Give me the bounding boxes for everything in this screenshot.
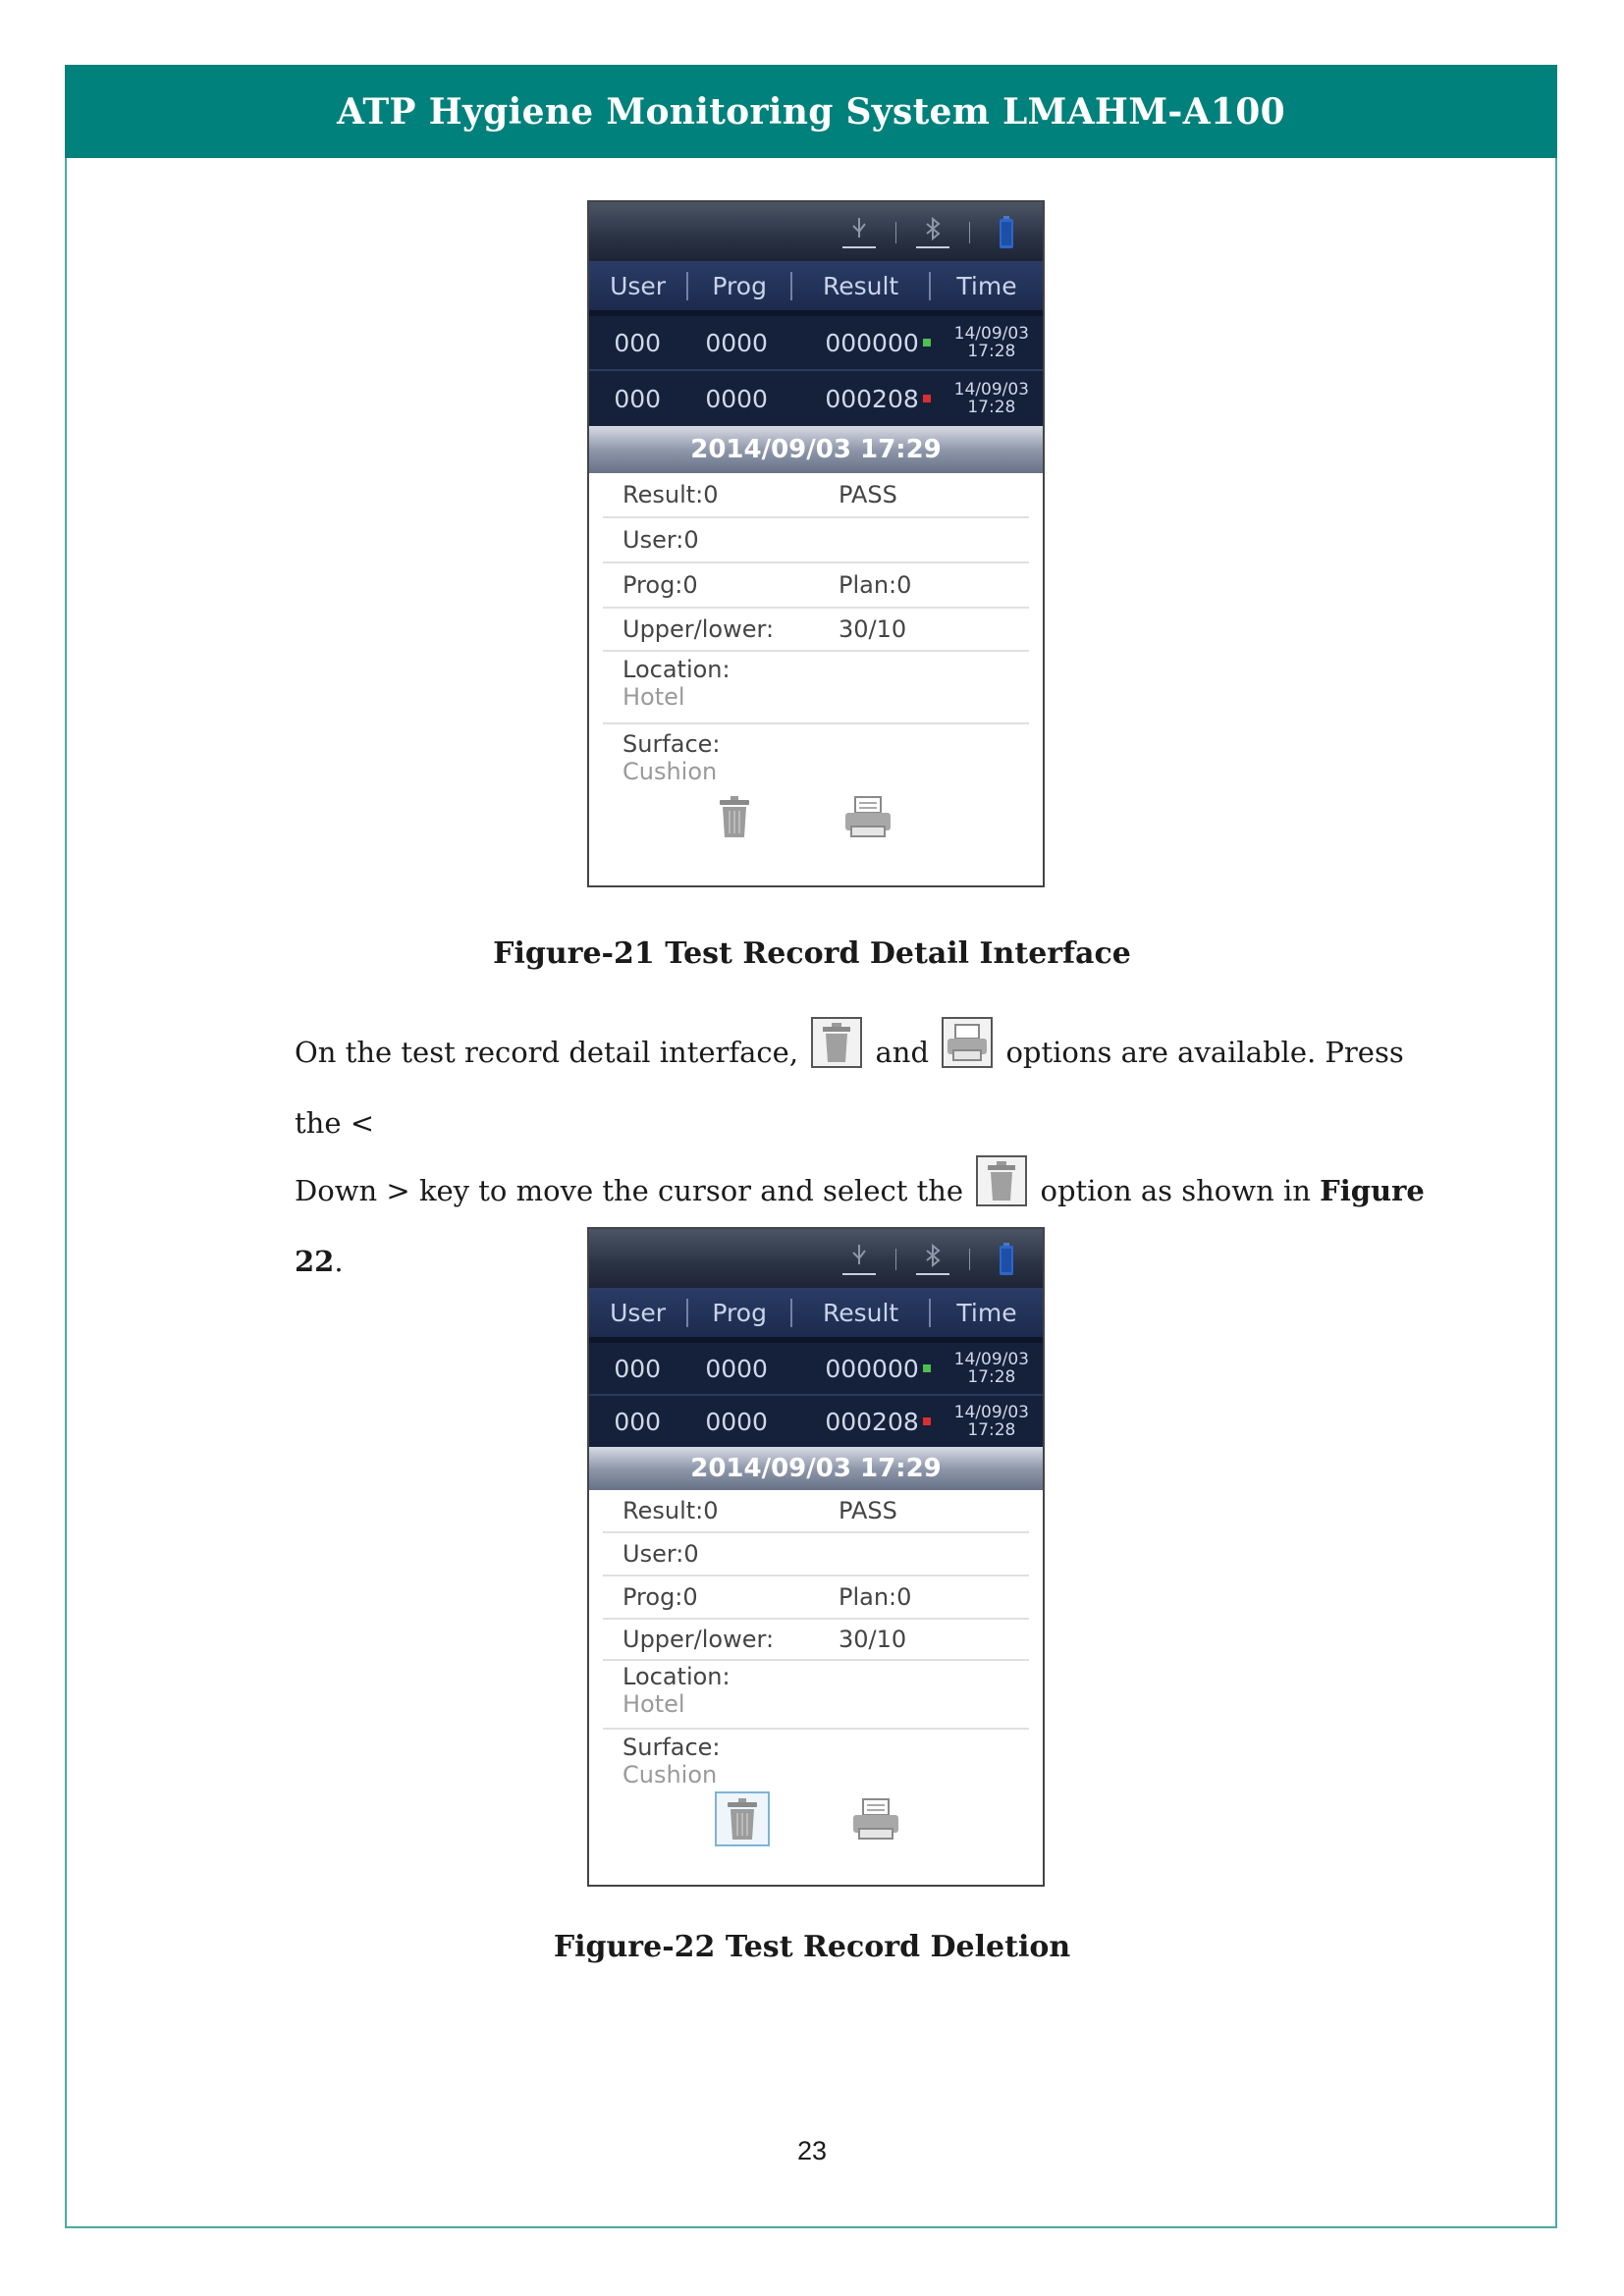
record-date: 14/09/03 [953, 1350, 1029, 1369]
record-user: 000 [614, 384, 662, 413]
bluetooth-icon [914, 1243, 951, 1276]
record-time: 17:28 [967, 342, 1016, 361]
record-date: 14/09/03 [953, 1403, 1029, 1422]
location-label: Location: [623, 1663, 731, 1690]
record-time: 17:28 [967, 1420, 1016, 1440]
battery-icon [988, 216, 1025, 249]
result-label: Result:0 [623, 1497, 719, 1524]
record-result: 000208 [825, 1407, 919, 1436]
action-bar [589, 1789, 1043, 1849]
record-row[interactable] [589, 1394, 1043, 1447]
delete-button-selected[interactable] [715, 1791, 770, 1846]
result-value: PASS [839, 1497, 897, 1524]
status-bar [589, 1229, 1043, 1288]
record-date: 14/09/03 [953, 324, 1029, 344]
print-button[interactable] [840, 789, 895, 844]
record-prog: 0000 [705, 1407, 768, 1436]
surface-label: Surface: [623, 1734, 721, 1761]
location-value: Hotel [623, 683, 685, 711]
upper-lower-value: 30/10 [839, 1626, 907, 1653]
print-button[interactable] [848, 1791, 903, 1846]
prog-label: Prog:0 [623, 1583, 698, 1611]
column-time: Time [929, 272, 1043, 300]
record-detail [589, 1490, 1043, 1792]
surface-value: Cushion [623, 1761, 718, 1789]
page-number: 23 [796, 2136, 828, 2165]
status-dot [923, 1417, 931, 1425]
printer-icon [851, 1797, 900, 1841]
column-prog: Prog [686, 1299, 790, 1327]
record-time: 17:28 [967, 398, 1016, 417]
record-row[interactable] [589, 1337, 1043, 1394]
delete-button[interactable] [707, 789, 762, 844]
record-user: 000 [614, 1354, 662, 1383]
column-user: User [610, 1298, 667, 1327]
status-dot [923, 395, 931, 402]
upper-lower-value: 30/10 [839, 615, 907, 643]
result-value: PASS [839, 481, 897, 508]
record-user: 000 [614, 1407, 662, 1436]
paragraph-text: options are available. Press the < [295, 1036, 1404, 1140]
status-bar [589, 202, 1043, 261]
record-prog: 0000 [705, 384, 768, 413]
record-date: 14/09/03 [953, 380, 1029, 400]
plan-label: Plan:0 [839, 1583, 912, 1611]
detail-datetime: 2014/09/03 17:29 [589, 1447, 1043, 1490]
device-screen-figure-21 [587, 200, 1045, 887]
status-dot [923, 339, 931, 347]
printer-icon [942, 1017, 993, 1091]
user-label: User:0 [623, 1540, 699, 1568]
status-dot [923, 1364, 931, 1372]
column-prog: Prog [686, 272, 790, 300]
usb-icon [840, 1243, 878, 1276]
bluetooth-icon [914, 216, 951, 249]
user-label: User:0 [623, 526, 699, 554]
record-row[interactable] [589, 310, 1043, 369]
record-user: 000 [614, 328, 662, 357]
figure-reference: Figure 22 [295, 1174, 1425, 1278]
figure-21-caption: Figure-21 Test Record Detail Interface [493, 936, 1131, 971]
result-label: Result:0 [623, 481, 719, 508]
plan-label: Plan:0 [839, 571, 912, 599]
document-title: ATP Hygiene Monitoring System LMAHM-A100 [337, 90, 1285, 133]
record-result: 000000 [825, 328, 919, 357]
surface-label: Surface: [623, 730, 721, 758]
trash-icon [976, 1155, 1027, 1229]
location-label: Location: [623, 656, 731, 683]
paragraph-text: and [875, 1036, 930, 1069]
battery-icon [988, 1243, 1025, 1276]
record-detail [589, 473, 1043, 795]
paragraph-text: . [334, 1245, 344, 1278]
detail-datetime: 2014/09/03 17:29 [589, 426, 1043, 473]
action-bar [589, 787, 1043, 846]
column-time: Time [929, 1299, 1043, 1327]
record-row[interactable] [589, 369, 1043, 426]
record-result: 000208 [825, 384, 919, 413]
paragraph-text: option as shown in [1040, 1174, 1311, 1207]
printer-icon [843, 795, 893, 838]
record-prog: 0000 [705, 328, 768, 357]
record-prog: 0000 [705, 1354, 768, 1383]
upper-lower-label: Upper/lower: [623, 1626, 775, 1653]
paragraph-text: On the test record detail interface, [295, 1036, 799, 1069]
record-result: 000000 [825, 1354, 919, 1383]
paragraph-text: Down > key to move the cursor and select the [295, 1174, 964, 1207]
location-value: Hotel [623, 1690, 685, 1718]
column-user: User [610, 271, 667, 300]
trash-icon [726, 1797, 759, 1841]
upper-lower-label: Upper/lower: [623, 615, 775, 643]
prog-label: Prog:0 [623, 571, 698, 599]
record-table-header [589, 1288, 1043, 1337]
trash-icon [718, 795, 751, 838]
column-result: Result [790, 272, 929, 300]
document-header [65, 65, 1557, 158]
column-result: Result [790, 1299, 929, 1327]
record-time: 17:28 [967, 1367, 1016, 1387]
trash-icon [811, 1017, 862, 1091]
device-screen-figure-22 [587, 1227, 1045, 1887]
surface-value: Cushion [623, 758, 718, 785]
figure-22-caption: Figure-22 Test Record Deletion [553, 1930, 1071, 1964]
usb-icon [840, 216, 878, 249]
record-table-header [589, 261, 1043, 310]
